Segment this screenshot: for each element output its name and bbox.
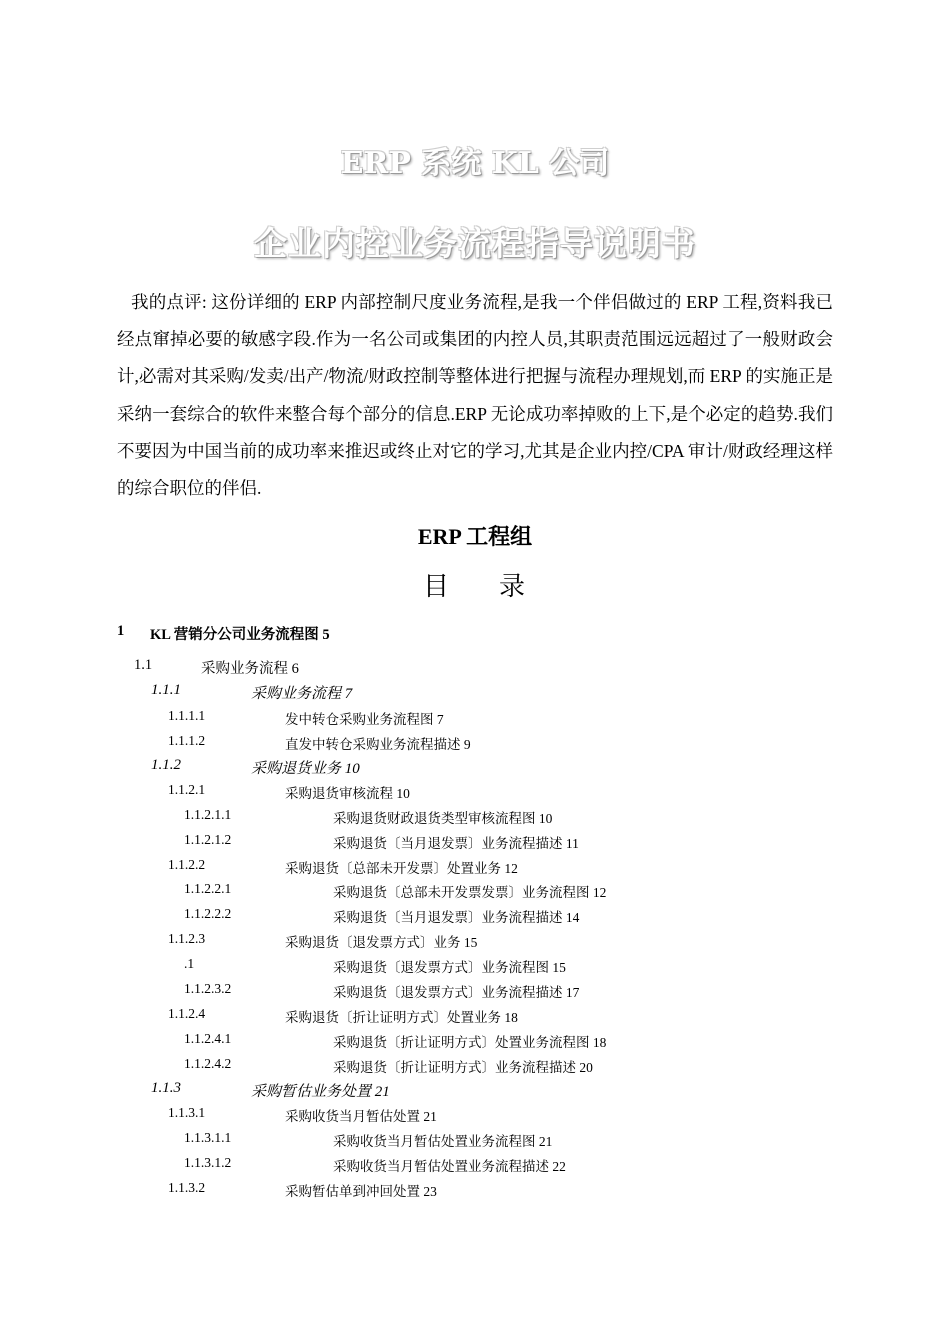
toc-entry-number: 1.1.2.3.2 <box>184 981 232 996</box>
toc-heading-part1: 目 <box>422 572 451 601</box>
toc-entry-text: 采购业务流程 7 <box>251 686 353 702</box>
toc-entry-text: 采购退货〔退发票方式〕业务流程描述 17 <box>333 985 580 1000</box>
toc-entry-text: 采购退货〔折让证明方式〕处置业务流程图 18 <box>333 1035 607 1050</box>
toc-entry-text: 采购退货业务 10 <box>251 761 360 777</box>
toc-entry-number: 1.1.2.2.1 <box>184 881 232 896</box>
toc-entry-number: 1.1.1 <box>151 682 181 698</box>
document-title-line1: ERP 系统 KL 公司 <box>340 146 610 181</box>
toc-entry-text: 采购退货〔退发票方式〕业务流程图 15 <box>333 960 566 975</box>
document-title-line2: 企业内控业务流程指导说明书 <box>254 224 696 263</box>
toc-entry-number: 1.1.2.1 <box>168 782 206 797</box>
toc-entry-text: 采购暂估业务处置 21 <box>251 1084 390 1100</box>
toc-entry-number: 1.1.1.1 <box>168 708 206 723</box>
toc-entry-number: 1.1.2.4.2 <box>184 1056 232 1071</box>
toc-entry-number: 1.1.3.1.1 <box>184 1130 232 1145</box>
toc-entry-number: 1.1.2.3 <box>168 931 206 946</box>
toc-entry-text: 采购退货〔折让证明方式〕处置业务 18 <box>285 1010 518 1025</box>
toc-entry-number: .1 <box>184 956 195 971</box>
toc-entry-number: 1.1.2.1.1 <box>184 807 232 822</box>
toc-entry-number: 1.1.2.2.2 <box>184 906 232 921</box>
toc-entry-text: 采购退货〔当月退发票〕业务流程描述 14 <box>333 910 580 925</box>
toc-entry-text: 采购退货〔当月退发票〕业务流程描述 11 <box>333 836 579 851</box>
toc-entry-number: 1.1.2.1.2 <box>184 832 232 847</box>
toc-entry-text: 采购收货当月暂估处置 21 <box>285 1109 437 1124</box>
toc-entry-number: 1.1.3.1.2 <box>184 1155 232 1170</box>
toc-entry-text: 采购退货〔总部未开发票发票〕业务流程图 12 <box>333 885 607 900</box>
toc-entry-text: 发中转仓采购业务流程图 7 <box>285 712 444 727</box>
toc-heading-part2: 录 <box>499 572 528 601</box>
toc-entry-number: 1.1 <box>134 657 153 673</box>
toc-entry-text: KL 营销分公司业务流程图 5 <box>150 627 330 643</box>
toc-entry-number: 1.1.2.2 <box>168 857 206 872</box>
toc-entry-number: 1.1.3 <box>151 1080 181 1096</box>
toc-entry-text: 采购退货〔折让证明方式〕业务流程描述 20 <box>333 1060 593 1075</box>
toc-entry-text: 采购退货〔总部未开发票〕处置业务 12 <box>285 861 518 876</box>
toc-entry-text: 直发中转仓采购业务流程描述 9 <box>285 737 471 752</box>
group-name: ERP 工程组 <box>417 524 533 549</box>
toc-entry-number: 1 <box>117 623 125 639</box>
toc-entry-text: 采购收货当月暂估处置业务流程图 21 <box>333 1134 553 1149</box>
toc-entry-number: 1.1.2.4 <box>168 1006 206 1021</box>
toc-entry-text: 采购退货财政退货类型审核流程图 10 <box>333 811 553 826</box>
toc-entry-text: 采购退货审核流程 10 <box>285 786 410 801</box>
toc-entry-number: 1.1.3.2 <box>168 1180 206 1195</box>
toc-entry-text: 采购暂估单到冲回处置 23 <box>285 1184 437 1199</box>
toc-entry-number: 1.1.2.4.1 <box>184 1031 232 1046</box>
reviewer-comment: 我的点评: 这份详细的 ERP 内部控制尺度业务流程,是我一个伴侣做过的 ERP 工程,资料我已经点窜掉必要的敏感字段.作为一名公司或集团的内控人员,其职责范围远远超过了一般财政会计,必需对其采购/发卖/出产/物流/财政控制等整体进行把握与流程办理规划,而 ERP 的实施正是采纳一套综合的软件来整合每个部分的信息.ERP 无论成功率掉败的上下,是个必定的趋势.我们不要因为中国当前的成功率来推迟或终止对它的学习,尤其是企业内控/CPA 审计/财政经理这样的综合职位的伴侣. <box>117 292 833 499</box>
toc-entry-text: 采购退货〔退发票方式〕业务 15 <box>285 935 478 950</box>
toc-heading <box>0 566 950 603</box>
toc-entry-text: 采购收货当月暂估处置业务流程描述 22 <box>333 1159 566 1174</box>
toc-entry-number: 1.1.3.1 <box>168 1105 206 1120</box>
toc-entry-number: 1.1.2 <box>151 757 181 773</box>
toc-entry-text: 采购业务流程 6 <box>201 661 299 677</box>
toc-entry-number: 1.1.1.2 <box>168 733 206 748</box>
